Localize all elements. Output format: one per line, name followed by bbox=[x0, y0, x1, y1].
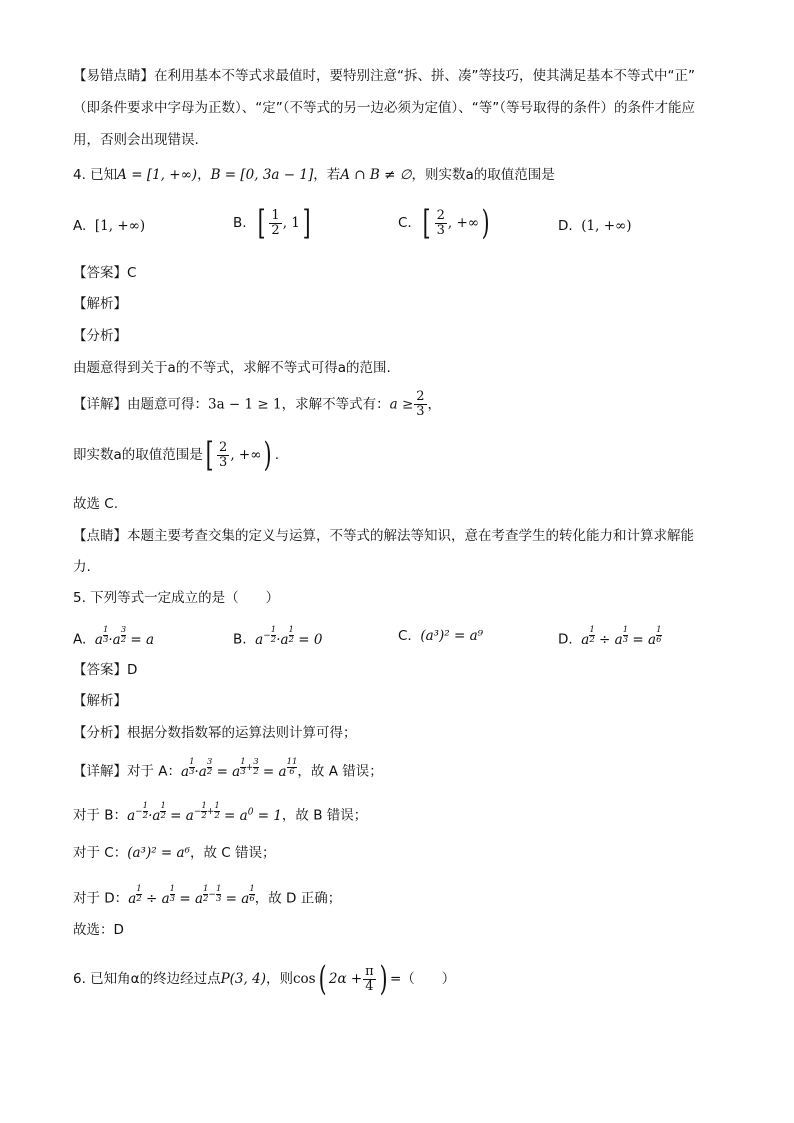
option-label: B. bbox=[233, 215, 247, 231]
tip-line-1: 【易错点睛】在利用基本不等式求最值时，要特别注意“拆、拼、凑”等技巧，使其满足基本不等式中“正” bbox=[73, 68, 695, 84]
q5-option-a bbox=[73, 626, 154, 650]
frac-num: 2 bbox=[436, 207, 445, 223]
frac-den: 3 bbox=[436, 222, 445, 238]
option-text: [1, +∞) bbox=[94, 218, 146, 234]
tip-line-3: 用，否则会出现错误. bbox=[73, 132, 199, 148]
q5-fenxi: 【分析】根据分数指数幂的运算法则计算可得； bbox=[73, 725, 357, 741]
option-label: A. bbox=[73, 218, 87, 234]
q4-stem bbox=[73, 165, 555, 185]
detail-end: ， bbox=[427, 396, 442, 413]
frac-den: 2 bbox=[271, 222, 280, 238]
q4-stem-mid: ，若 bbox=[313, 167, 341, 183]
option-label: D. bbox=[558, 631, 573, 648]
q5-detail-b: 对于 B：$a^{- \frac{1}{2}}$ ·a $^{\frac{1}{2}}$ = $a^{- \frac{1}{2} + \frac{1}{2}}$ = $a^0 = 1$，故 B 错误； bbox=[73, 801, 368, 824]
q6-stem: 6. 已知角α的终边经过点P(3, 4)，则cos( 2α + $\frac{\pi}{4}$ ) =（ ） bbox=[73, 959, 456, 999]
q4-option-b: B. [ $\frac{1}{2}$ , 1] bbox=[233, 203, 311, 243]
option-label: C. bbox=[398, 628, 412, 644]
q5-detail-c bbox=[73, 843, 276, 863]
detail-result-lhs: a ≥ bbox=[389, 396, 414, 413]
detail-mid: ，求解不等式有： bbox=[281, 396, 390, 413]
q5-option-d bbox=[558, 626, 662, 650]
q4-set-a: A = [1, +∞) bbox=[117, 167, 198, 183]
q4-choose: 故选 C. bbox=[73, 496, 119, 512]
q5-detail-a: 【详解】对于 A：a $^{\frac{1}{3}}$ ·a $^{\frac{3}{2}}$ = a $^{\frac{1}{3} + \frac{3}{2}}$ = a $^{\frac{11}{6}}$ ，故 A 错误； bbox=[73, 757, 383, 780]
detail-suffix: ，故 D 正确； bbox=[254, 890, 342, 907]
q6-stem-mid: ，则 bbox=[265, 971, 293, 987]
detail-c-expr: (a³)² = a⁶ bbox=[127, 845, 190, 861]
detail-inequality: 3a − 1 ≥ 1 bbox=[208, 396, 282, 413]
detail-suffix: ，故 C 错误； bbox=[189, 845, 276, 861]
q6-stem-prefix: 6. 已知角α的终边经过点 bbox=[73, 971, 221, 987]
option-a-expr: a $^{\frac{1}{3}}$ ·a $^{\frac{3}{2}}$ = a bbox=[94, 625, 155, 648]
range-tail: , +∞ bbox=[230, 447, 262, 463]
q4-fenxi-head: 【分析】 bbox=[73, 328, 127, 344]
q5-detail-d: 对于 D：a $^{\frac{1}{2}}$ ÷ a $^{\frac{1}{3}}$ = a $^{\frac{1}{2} - \frac{1}{3}}$ = a $^{\frac{1}{6}}$ ，故 D 正确； bbox=[73, 884, 342, 907]
option-d-expr: a $^{\frac{1}{2}}$ ÷ a $^{\frac{1}{3}}$ = a $^{\frac{1}{6}}$ bbox=[581, 625, 662, 648]
option-tail: , +∞ bbox=[447, 215, 479, 231]
q4-sep: ， bbox=[197, 167, 211, 183]
option-label: A. bbox=[73, 631, 87, 648]
q4-set-b: B = [0, 3a − 1] bbox=[210, 167, 314, 183]
q4-range: 即实数a的取值范围是[ $\frac{2}{3}$ , +∞) . bbox=[73, 435, 280, 475]
frac-num: π bbox=[365, 963, 374, 979]
frac-num: 1 bbox=[271, 207, 280, 223]
option-tail: , 1 bbox=[282, 215, 300, 231]
option-b-expr: $a^{- \frac{1}{2}}$ ·a $^{\frac{1}{2}}$ = 0 bbox=[255, 625, 323, 648]
q4-comment-2: 力. bbox=[73, 559, 91, 575]
tip-line-2: （即条件要求中字母为正数）、“定”（不等式的另一边必须为定值）、“等”（等号取得的条件）的条件才能应 bbox=[73, 100, 695, 116]
q4-option-a bbox=[73, 216, 145, 236]
detail-prefix: 对于 B： bbox=[73, 807, 128, 824]
option-label: B. bbox=[233, 631, 247, 648]
q6-cos: cos bbox=[292, 971, 316, 987]
q6-point: P(3, 4) bbox=[220, 971, 266, 987]
range-prefix: 即实数a的取值范围是 bbox=[73, 447, 203, 463]
q5-option-b bbox=[233, 626, 322, 650]
q4-fenxi-text: 由题意得到关于a的不等式，求解不等式可得a的范围. bbox=[73, 360, 391, 376]
q4-comment-1: 【点睛】本题主要考查交集的定义与运算，不等式的解法等知识，意在考查学生的转化能力和计算求解能 bbox=[73, 528, 694, 544]
q4-stem-prefix: 4. 已知 bbox=[73, 167, 118, 183]
option-label: C. bbox=[398, 215, 412, 231]
q4-analysis-head: 【解析】 bbox=[73, 296, 127, 312]
frac-den: 3 bbox=[219, 454, 228, 470]
q6-cos-inner: 2α + bbox=[328, 971, 363, 987]
q6-stem-end: =（ ） bbox=[389, 971, 456, 987]
q5-option-c bbox=[398, 626, 483, 646]
q4-condition: A ∩ B ≠ ∅ bbox=[340, 167, 412, 183]
option-label: D. bbox=[558, 218, 573, 234]
q5-answer: 【答案】D bbox=[73, 662, 138, 678]
q5-stem: 5. 下列等式一定成立的是（ ） bbox=[73, 590, 280, 606]
range-end: . bbox=[274, 447, 280, 463]
frac-num: 2 bbox=[416, 389, 425, 404]
detail-suffix: ，故 B 错误； bbox=[281, 807, 368, 824]
detail-prefix: 对于 D： bbox=[73, 890, 129, 907]
q4-option-c: C. [ $\frac{2}{3}$ , +∞) bbox=[398, 203, 490, 243]
frac-num: 2 bbox=[219, 439, 228, 455]
q5-choose: 故选：D bbox=[73, 922, 124, 938]
option-text: (1, +∞) bbox=[581, 218, 632, 234]
q4-detail bbox=[73, 390, 441, 419]
frac-den: 3 bbox=[416, 404, 425, 419]
q5-analysis-head: 【解析】 bbox=[73, 693, 127, 709]
detail-suffix: ，故 A 错误； bbox=[297, 763, 383, 780]
frac-den: 4 bbox=[363, 979, 376, 994]
detail-prefix: 【详解】由题意可得： bbox=[73, 396, 208, 413]
q4-stem-suffix: ，则实数a的取值范围是 bbox=[411, 167, 555, 183]
detail-prefix: 【详解】对于 A： bbox=[73, 763, 182, 780]
q4-answer: 【答案】C bbox=[73, 265, 137, 281]
detail-prefix: 对于 C： bbox=[73, 845, 128, 861]
option-c-expr: (a³)² = a⁹ bbox=[420, 628, 484, 644]
q4-option-d bbox=[558, 216, 632, 236]
